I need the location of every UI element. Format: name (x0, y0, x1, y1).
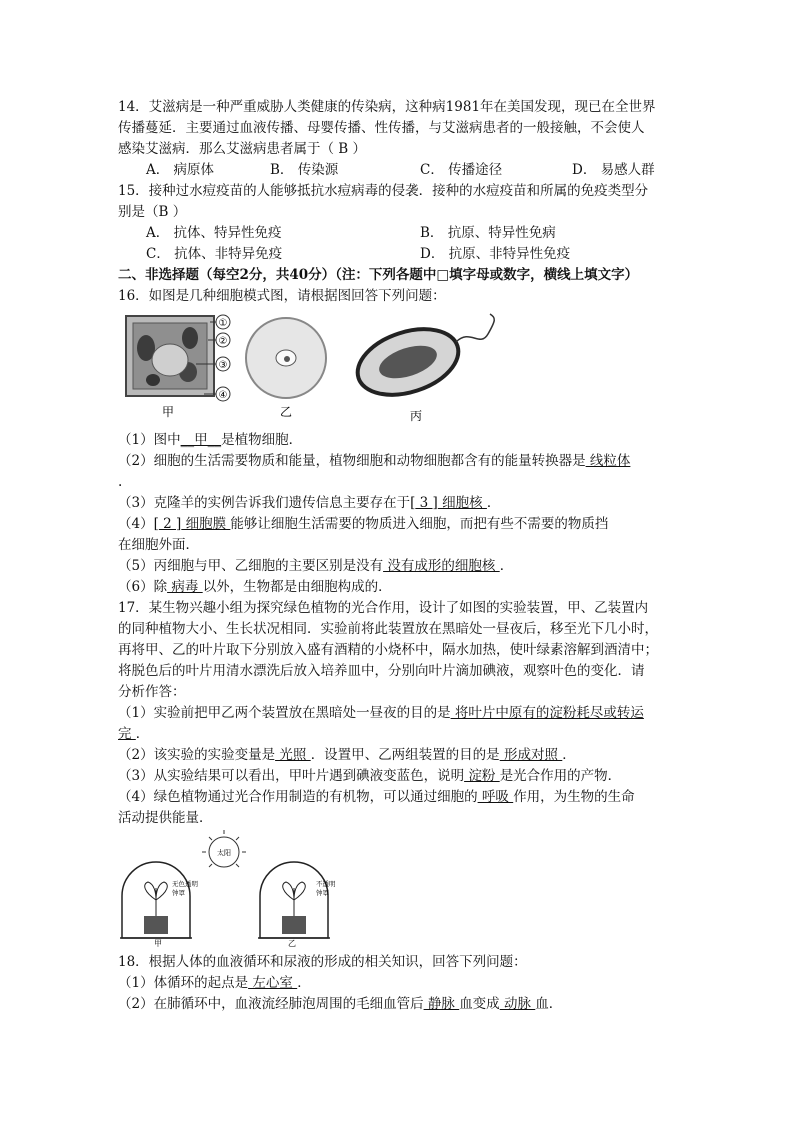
jar-transparent (118, 828, 192, 948)
q14-option-a: A． 病原体 (146, 162, 215, 178)
q16-s3: （3）克隆羊的实例告诉我们遗传信息主要存在于[ 3 ] 细胞核 ． (118, 495, 501, 511)
q18-s1: （1）体循环的起点是 左心室 ． (118, 975, 311, 991)
answer-blank: 淀粉 (464, 768, 500, 784)
q16-s2-cont: . (118, 474, 123, 490)
figure-label-3: ③ (218, 360, 228, 371)
q14-line2: 传播蔓延．主要通过血液传播、母婴传播、性传播，与艾滋病患者的一般接触，不会使人 (118, 120, 645, 136)
answer-blank: 完 (118, 726, 136, 742)
q16-s1: （1）图中__甲__是植物细胞． (118, 432, 303, 448)
animal-cell-drawing (246, 318, 326, 419)
q17-line5: 分析作答： (118, 684, 186, 700)
q16-s5: （5）丙细胞与甲、乙细胞的主要区别是没有 没有成形的细胞核 ． (118, 558, 514, 574)
q15-option-d: D． 抗原、非特异性免疫 (420, 246, 571, 262)
answer-blank: 光照 (275, 747, 311, 763)
answer-blank: __甲__ (180, 432, 222, 448)
bacterium-drawing (349, 314, 494, 423)
answer-blank: 2 (158, 516, 177, 532)
answer-blank: 病毒 (167, 579, 203, 595)
caption-yi: 乙 (279, 405, 293, 419)
q14-option-d: D． 易感人群 (572, 162, 655, 178)
q17-line1: 17．某生物兴趣小组为探究绿色植物的光合作用，设计了如图的实验装置，甲、乙装置内 (118, 600, 649, 616)
q17-line2: 的同种植物大小、生长状况相同．实验前将此装置放在黑暗处一昼夜后，移至光下几小时， (118, 621, 658, 637)
caption-yi-2: 乙 (288, 939, 296, 948)
figure-label-1: ① (218, 318, 228, 329)
q17-s1-cont: 完 ． (118, 726, 150, 742)
q14-option-c: C． 传播途径 (420, 162, 503, 178)
q17-s4: （4）绿色植物通过光合作用制造的有机物，可以通过细胞的 呼吸 作用，为生物的生命 (118, 789, 635, 805)
q17-line4: 将脱色后的叶片用清水漂洗后放入培养皿中，分别向叶片滴加碘液，观察叶色的变化．请 (118, 663, 645, 679)
q18-s2: （2）在肺循环中，血液流经肺泡周围的毛细血管后 静脉 血变成 动脉 血． (118, 996, 563, 1012)
figure-label-4: ④ (218, 390, 228, 401)
jar-opaque (258, 862, 330, 948)
q16-s4-cont: 在细胞外面． (118, 537, 199, 553)
section2-heading: 二、非选择题（每空2分，共40分）（注：下列各题中□填字母或数字，横线上填文字） (118, 267, 639, 283)
q15-option-c: C． 抗体、非特异免疫 (146, 246, 283, 262)
q16-s6: （6）除 病毒 以外，生物都是由细胞构成的． (118, 579, 392, 595)
q16-s2: （2）细胞的生活需要物质和能量，植物细胞和动物细胞都含有的能量转换器是 线粒体 (118, 453, 631, 469)
q16-s4: （4）[ 2 ] 细胞膜 能够让细胞生活需要的物质进入细胞，而把有些不需要的物质挡 (118, 516, 609, 532)
sun-label: 太阳 (217, 849, 231, 857)
sun-icon (202, 830, 246, 867)
label-opaque-bell: 不透明钟罩 (316, 880, 336, 897)
q15-option-a: A． 抗体、特异性免疫 (146, 225, 282, 241)
answer-blank: 动脉 (499, 996, 536, 1012)
plant-cell-drawing (126, 315, 230, 419)
caption-jia-2: 甲 (154, 939, 162, 948)
answer-blank: 细胞膜 (181, 516, 231, 532)
q17-s3: （3）从实验结果可以看出，甲叶片遇到碘液变蓝色，说明 淀粉 是光合作用的产物． (118, 768, 622, 784)
q18-intro: 18．根据人体的血液循环和尿液的形成的相关知识，回答下列问题： (118, 954, 527, 970)
answer-blank: 细胞核 (437, 495, 487, 511)
caption-jia: 甲 (161, 405, 175, 419)
label-transparent-bell: 无色透明钟罩 (172, 880, 198, 897)
answer-blank: 呼吸 (477, 789, 514, 805)
q15-line1: 15．接种过水痘疫苗的人能够抵抗水痘病毒的侵袭．接种的水痘疫苗和所属的免疫类型分 (118, 183, 649, 199)
q17-s1: （1）实验前把甲乙两个装置放在黑暗处一昼夜的目的是 将叶片中原有的淀粉耗尽或转运 (118, 705, 644, 721)
figure-label-2: ② (218, 336, 228, 347)
q15-option-b: B． 抗原、特异性免病 (420, 225, 556, 241)
answer-blank: 将叶片中原有的淀粉耗尽或转运 (450, 705, 644, 721)
answer-blank: 形成对照 (499, 747, 563, 763)
q14-line3: 感染艾滋病．那么艾滋病患者属于（ B ） (118, 141, 367, 157)
answer-blank: 静脉 (423, 996, 460, 1012)
q14-line1: 14．艾滋病是一种严重威胁人类健康的传染病，这种病1981年在美国发现，现已在全世界 (118, 99, 656, 115)
q17-line3: 再将甲、乙的叶片取下分别放入盛有酒精的小烧杯中，隔水加热，使叶绿素溶解到酒清中； (118, 642, 658, 658)
answer-blank: 没有成形的细胞核 (383, 558, 500, 574)
caption-bing: 丙 (409, 409, 423, 423)
answer-blank: 线粒体 (585, 453, 631, 469)
q17-s4-cont: 活动提供能量． (118, 810, 213, 826)
answer-blank: 3 (415, 495, 433, 511)
q16-intro: 16．如图是几种细胞模式图，请根据图回答下列问题： (118, 288, 446, 304)
experiment-figure (118, 828, 358, 948)
q14-option-b: B． 传染源 (270, 162, 339, 178)
answer-blank: 左心室 (248, 975, 298, 991)
q15-line2: 别是（B ） (118, 204, 187, 220)
cell-diagram-figure (118, 308, 518, 428)
q17-s2: （2）该实验的实验变量是 光照 ．设置甲、乙两组装置的目的是 形成对照 ． (118, 747, 576, 763)
